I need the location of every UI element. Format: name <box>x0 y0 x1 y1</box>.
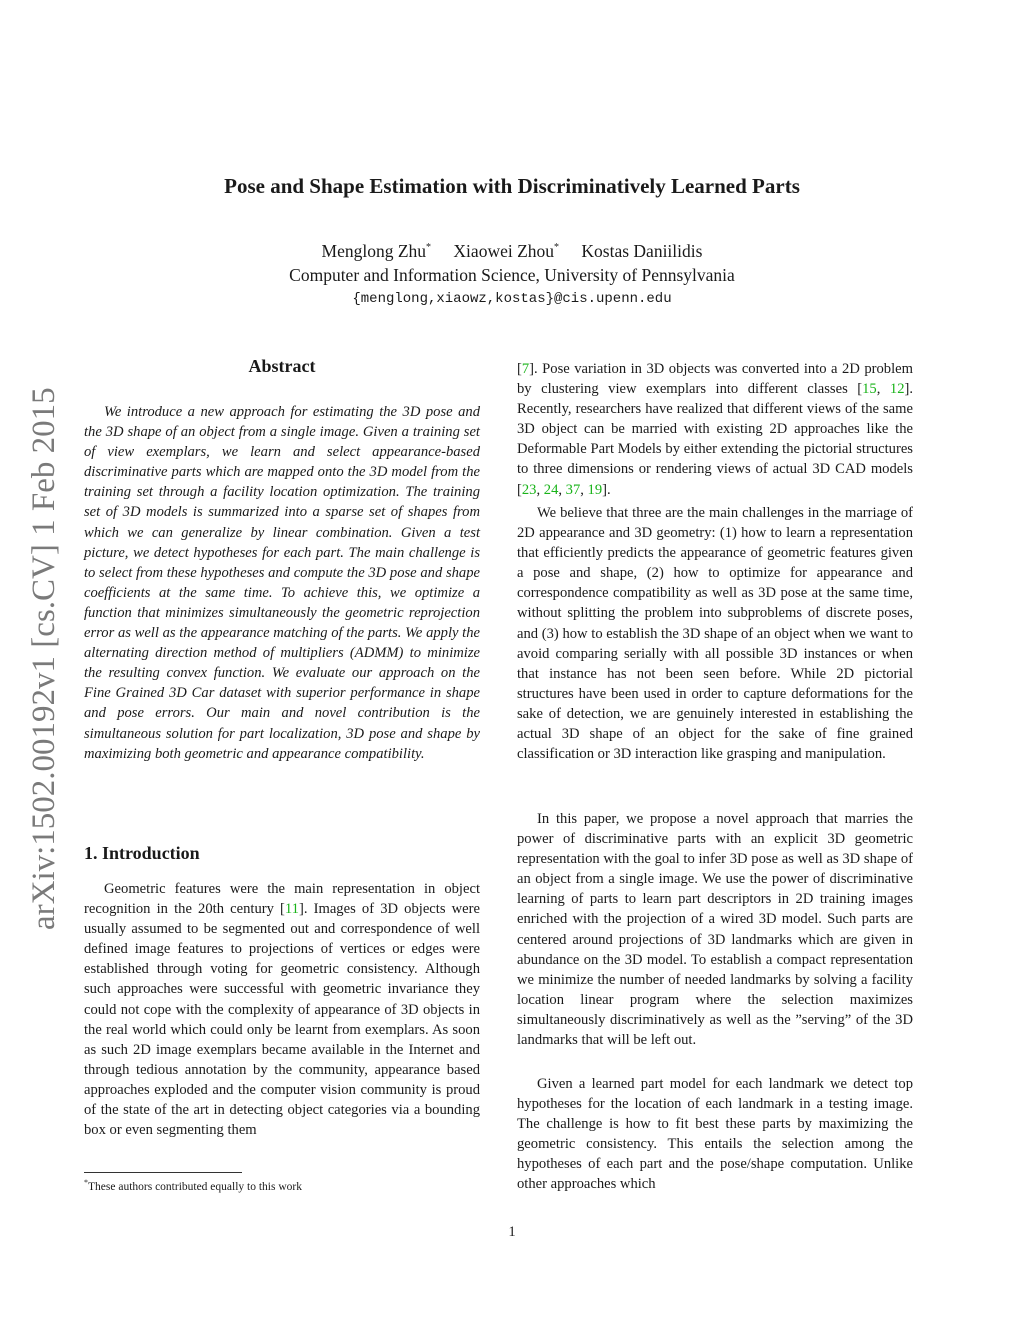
citation-link[interactable]: 23 <box>521 481 537 498</box>
section-heading-introduction: 1. Introduction <box>84 843 200 863</box>
author-list <box>0 241 1024 262</box>
right-paragraph-3: In this paper, we propose a novel approach that marries the power of discriminative parts with an explicit 3D geometric representation with the goal to infer 3D pose as well as 3D shape of an object from a single image. We use the power of discriminative learning of parts to learn part descriptors in 2D training images enriched with the projection of a wired 3D model. Such parts are centered around projections of 3D landmarks which are given in abundance on the 3D model. To establish a compact representation we minimize the number of needed landmarks by solving a facility location linear program where the selection maximizes simultaneously discriminatively as well as the ”serving” of the 3D landmarks that will be left out. <box>517 811 913 1049</box>
citation-link[interactable]: 19 <box>587 481 603 498</box>
intro-paragraph-1: Geometric features were the main representation in object recognition in the 20th century [11]. Images of 3D objects were usually assumed to be segmented out and correspondence of well defined image features to projections of vertices or edges were established through voting for geometric consistency. Although such approaches were successful with geometric invariance they could not cope with the complexity of appearance of 3D objects in the real world which could only be learnt from exemplars. As soon as such 2D image exemplars became available in the Internet and through tedious annotation by the community, appearance based approaches exploded and the computer vision community is proud of the state of the art in detecting object categories via a bounding box or even segmenting them <box>84 881 480 1139</box>
paper-title: Pose and Shape Estimation with Discriminatively Learned Parts <box>224 174 800 198</box>
citation-link[interactable]: 15 <box>862 381 877 398</box>
right-paragraph-1: [7]. Pose variation in 3D objects was converted into a 2D problem by clustering view exemplars into different classes [15, 12]. Recently, researchers have realized that different views of the same 3D object can be married with existing 2D approaches like the Deformable Part Models by either extending the pictorial structures to three dimensions or rendering views of actual 3D CAD models [23, 24, 37, 19]. <box>517 361 913 498</box>
citation-link[interactable]: 11 <box>284 901 299 918</box>
right-paragraph-4: Given a learned part model for each landmark we detect top hypotheses for the location of each landmark in a testing image. The challenge is how to fit best these parts by maximizing the geometric consistency. This entails the selection among the hypotheses of each part and the pose/shape computation. Unlike other approaches which <box>517 1076 913 1193</box>
citation-link[interactable]: 24 <box>543 481 559 498</box>
arxiv-stamp: arXiv:1502.00192v1 [cs.CV] 1 Feb 2015 <box>26 387 62 930</box>
affiliation: Computer and Information Science, University of Pennsylvania <box>289 265 735 285</box>
author-1: Menglong Zhu* <box>321 241 432 261</box>
abstract-text: We introduce a new approach for estimating the 3D pose and the 3D shape of an object from a single image. Given a training set of view exemplars, we learn and select appearance-based discriminative parts which are mapped onto the 3D model from the training set through a facility location optimization. The training set of 3D models is summarized into a sparse set of shapes from which we can generalize by linear combination. Given a test picture, we detect hypotheses for each part. The main challenge is to select from these hypotheses and compute the 3D pose and shape coefficients at the same time. To achieve this, we optimize a function that minimizes simultaneously the geometric reprojection error as well as the appearance matching of the parts. We apply the alternating direction method of multipliers (ADMM) to minimize the resulting convex function. We evaluate our approach on the Fine Grained 3D Car dataset with superior performance in shape and pose errors. Our main and novel contribution is the simultaneous solution for part localization, 3D pose and shape by maximizing both geometric and appearance compatibility. <box>84 404 480 762</box>
citation-link[interactable]: 37 <box>565 481 581 498</box>
citation-link[interactable]: 12 <box>889 381 905 398</box>
page-number: 1 <box>508 1224 516 1240</box>
footnote-rule <box>84 1172 242 1173</box>
citation-link[interactable]: 7 <box>521 361 530 377</box>
footnote: *These authors contributed equally to this work <box>84 1178 302 1193</box>
author-2: Xiaowei Zhou* <box>453 241 560 261</box>
author-emails: {menglong,xiaowz,kostas}@cis.upenn.edu <box>352 291 672 307</box>
right-paragraph-2: We believe that three are the main challenges in the marriage of 2D appearance and 3D geometry: (1) how to learn a representation that efficiently predicts the appearance of geometric features given a pose and shape, (2) how to optimize for appearance and correspondence compatibility as well as 3D pose at the same time, without splitting the problem into subproblems of discrete poses, and (3) how to establish the 3D shape of an object when we want to avoid comparing serially with all possible 3D instances or when that instance has not been seen before. While 2D pictorial structures have been used in order to capture deformations for the sake of detection, we are genuinely interested in establishing the actual 3D shape of an object for the sake of fine grained classification or 3D interaction like grasping and manipulation. <box>517 505 913 763</box>
author-3: Kostas Daniilidis <box>581 241 703 261</box>
abstract-heading: Abstract <box>248 356 316 376</box>
